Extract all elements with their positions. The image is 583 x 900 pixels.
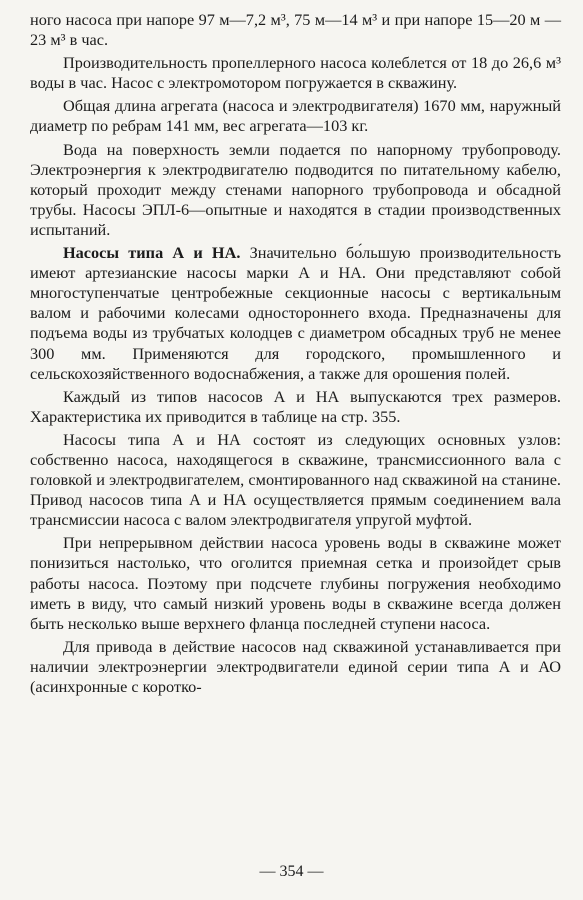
paragraph-text: Каждый из типов насосов А и НА выпускаются трех размеров. Характеристика их приводится в таблице на стр. 355. [30,386,561,426]
paragraph-propeller-pump [30,53,561,93]
page-number: — 354 — [259,863,324,880]
paragraph-components [30,430,561,530]
paragraph-text: ного насоса при напоре 97 м—7,2 м³, 75 м—14 м³ и при напоре 15—20 м —23 м³ в час. [30,10,561,50]
paragraph-sizes [30,387,561,427]
paragraph-text: Для привода в действие насосов над скважиной устанавливается при наличии электроэнергии электродвигатели единой серии типа А и АО (асинхронные с коротко- [30,636,561,696]
paragraph-unit-length [30,96,561,136]
paragraph-pipeline [30,140,561,240]
paragraph-text: Общая длина агрегата (насоса и электродвигателя) 1670 мм, наружный диаметр по ребрам 141 мм, вес агрегата—103 кг. [30,96,561,136]
paragraph-water-level [30,533,561,633]
paragraph-pump-types-a-na [30,243,561,384]
paragraph-continuation [30,10,561,50]
paragraph-text: Значительно бо́льшую производительность имеют артезианские насосы марки А и НА. Они представляют собой многоступенчатые центробежные секционные насосы с вертикальным валом и рабочими колесами одностороннего входа. Предназначены для подъема воды из трубчатых колодцев с диаметром обсадных труб не менее 300 мм. Применяются для городского, промышленного и сельскохозяйственного водоснабжения, а также для орошения полей. [30,243,561,383]
paragraph-text: Насосы типа А и НА состоят из следующих основных узлов: собственно насоса, находящегося в скважине, трансмиссионного вала с головкой и электродвигателем, смонтированного над скважиной на станине. Привод насосов типа А и НА осуществляется прямым соединением вала трансмиссии насоса с валом электродвигателя упругой муфтой. [30,429,561,530]
section-heading: Насосы типа А и НА. [63,243,241,263]
paragraph-text: Производительность пропеллерного насоса колеблется от 18 до 26,6 м³ воды в час. Насос с электромотором погружается в скважину. [30,53,561,93]
paragraph-text: При непрерывном действии насоса уровень воды в скважине может понизиться настолько, что оголится приемная сетка и произойдет срыв работы насоса. Поэтому при подсчете глубины погружения необходимо иметь в виду, что самый низкий уровень воды в скважине всегда должен быть несколько выше верхнего фланца последней ступени насоса. [30,533,561,633]
paragraph-drive [30,637,561,697]
paragraph-text: Вода на поверхность земли подается по напорному трубопроводу. Электроэнергия к электродвигателю подводится по питательному кабелю, который проходит между стенами напорного трубопровода и обсадной трубы. Насосы ЭПЛ-6—опытные и находятся в стадии производственных испытаний. [30,139,561,239]
